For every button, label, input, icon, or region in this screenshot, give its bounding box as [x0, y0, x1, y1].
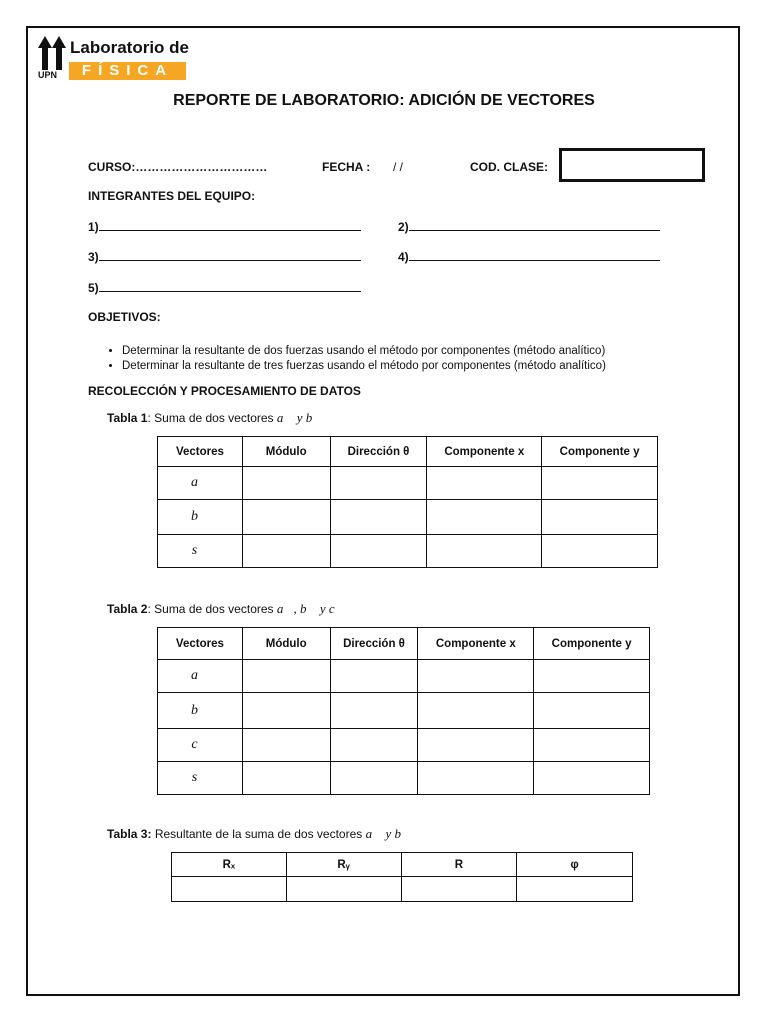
objective-item: • Determinar la resultante de dos fuerzas usando el método por componentes (método analítico) — [122, 344, 606, 359]
member-line-3[interactable]: 3) — [88, 250, 361, 264]
row-label: s⃗ — [158, 762, 243, 795]
integrantes-label: INTEGRANTES DEL EQUIPO: — [88, 189, 256, 203]
table-cell[interactable] — [330, 660, 418, 693]
objectives-list — [104, 344, 606, 374]
member-line-2[interactable]: 2) — [398, 220, 660, 234]
table-cell[interactable] — [427, 467, 542, 500]
table-cell[interactable] — [418, 693, 534, 729]
table-cell[interactable] — [242, 762, 330, 795]
row-label: a⃗ — [158, 660, 243, 693]
table-cell[interactable] — [242, 660, 330, 693]
logo-subtitle: FÍSICA — [69, 62, 186, 80]
table2-header: Dirección θ — [330, 628, 418, 660]
fecha-label: FECHA : — [322, 160, 371, 174]
fecha-slashes: / / — [393, 160, 404, 174]
table2-header: Vectores — [158, 628, 243, 660]
table-cell[interactable] — [534, 660, 650, 693]
table2-header: Componente x — [418, 628, 534, 660]
table-row — [158, 535, 658, 568]
table-row — [158, 500, 658, 535]
table-row — [158, 729, 650, 762]
member-line-4[interactable]: 4) — [398, 250, 660, 264]
row-label: b⃗ — [158, 500, 243, 535]
table-cell[interactable] — [330, 535, 427, 568]
table-cell[interactable] — [330, 729, 418, 762]
table-cell[interactable] — [242, 467, 330, 500]
member-line-5[interactable]: 5) — [88, 281, 361, 295]
logo-upn-tag: UPN — [38, 70, 58, 80]
table1 — [157, 436, 658, 568]
table2-caption: Tabla 2: Suma de dos vectores a⃗, b⃗ y c⃗ — [107, 601, 345, 616]
table-cell[interactable] — [286, 877, 401, 902]
table-cell[interactable] — [517, 877, 633, 902]
table-cell[interactable] — [542, 535, 658, 568]
table-cell[interactable] — [534, 729, 650, 762]
row-label: c⃗ — [158, 729, 243, 762]
table-row — [158, 467, 658, 500]
table-cell[interactable] — [242, 535, 330, 568]
table-row — [172, 877, 633, 902]
table-cell[interactable] — [330, 693, 418, 729]
cod-clase-box[interactable] — [559, 148, 705, 182]
table3 — [171, 852, 633, 902]
section-heading: RECOLECCIÓN Y PROCESAMIENTO DE DATOS — [88, 384, 361, 398]
table-cell[interactable] — [418, 762, 534, 795]
objective-item: • Determinar la resultante de tres fuerzas usando el método por componentes (método analítico) — [122, 359, 606, 374]
table-cell[interactable] — [242, 693, 330, 729]
table1-header: Componente y — [542, 437, 658, 467]
table-cell[interactable] — [542, 467, 658, 500]
table-cell[interactable] — [330, 762, 418, 795]
table-cell[interactable] — [542, 500, 658, 535]
cod-clase-label: COD. CLASE: — [470, 160, 548, 174]
curso-field: CURSO:…………………………… — [88, 160, 268, 174]
table3-header: φ — [517, 853, 633, 877]
objectives-heading: OBJETIVOS: — [88, 310, 161, 324]
table-cell[interactable] — [330, 467, 427, 500]
table3-caption: Tabla 3: Resultante de la suma de dos vectores a⃗ y b⃗ — [107, 826, 412, 841]
table-cell[interactable] — [418, 660, 534, 693]
table-cell[interactable] — [401, 877, 517, 902]
row-label: b⃗ — [158, 693, 243, 729]
table3-header: Rₓ — [172, 853, 287, 877]
table2-header: Módulo — [242, 628, 330, 660]
table-cell[interactable] — [427, 535, 542, 568]
logo-title: Laboratorio de — [70, 38, 190, 57]
table2-header: Componente y — [534, 628, 650, 660]
table1-caption: Tabla 1: Suma de dos vectores a⃗ y b⃗ — [107, 410, 323, 425]
table3-header: Rᵧ — [286, 853, 401, 877]
table1-header: Vectores — [158, 437, 243, 467]
table2 — [157, 627, 650, 795]
table1-header: Componente x — [427, 437, 542, 467]
member-line-1[interactable]: 1) — [88, 220, 361, 234]
table1-header: Dirección θ — [330, 437, 427, 467]
row-label: a⃗ — [158, 467, 243, 500]
row-label: s⃗ — [158, 535, 243, 568]
table-cell[interactable] — [534, 693, 650, 729]
table-cell[interactable] — [242, 729, 330, 762]
table-row — [158, 762, 650, 795]
table1-header: Módulo — [242, 437, 330, 467]
table-row — [158, 660, 650, 693]
lab-logo — [38, 34, 188, 82]
table-cell[interactable] — [427, 500, 542, 535]
table3-header: R — [401, 853, 517, 877]
table-row — [158, 693, 650, 729]
table-cell[interactable] — [534, 762, 650, 795]
table-cell[interactable] — [418, 729, 534, 762]
table-cell[interactable] — [330, 500, 427, 535]
table-cell[interactable] — [172, 877, 287, 902]
page-title: REPORTE DE LABORATORIO: ADICIÓN DE VECTORES — [173, 92, 595, 109]
table-cell[interactable] — [242, 500, 330, 535]
